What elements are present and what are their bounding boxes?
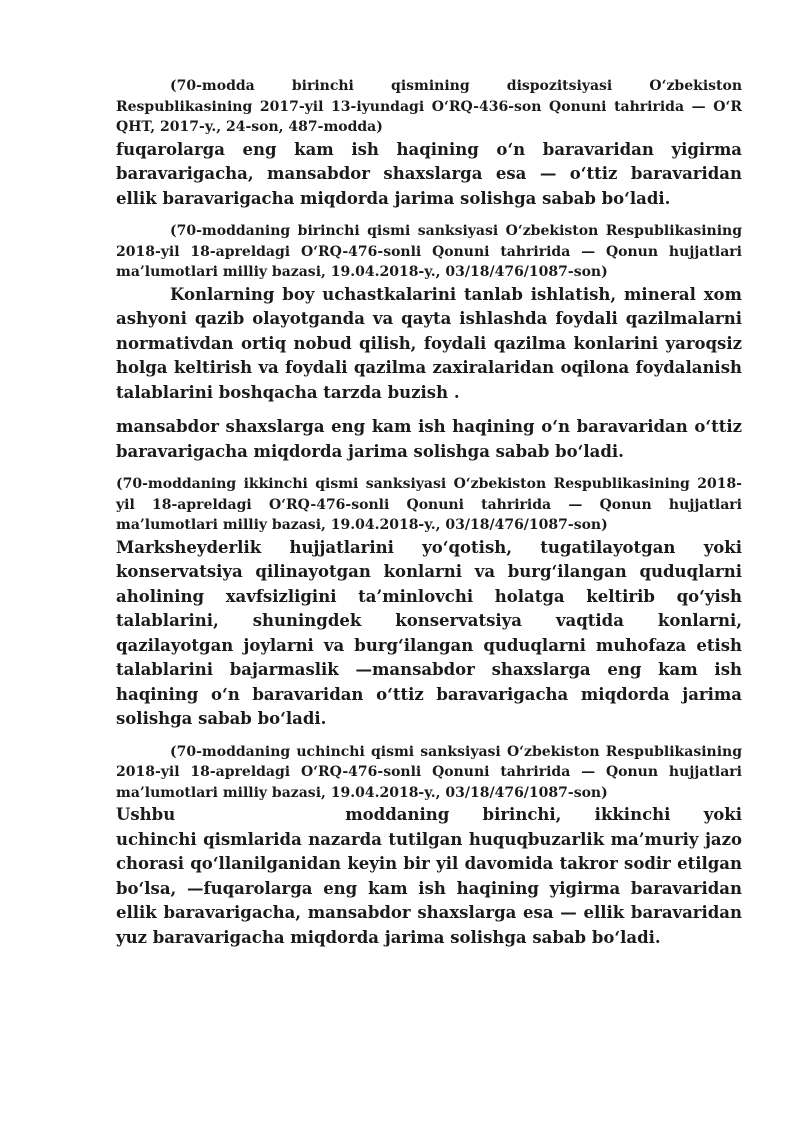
article-paragraph-part4 (116, 803, 742, 950)
paragraph-lead-word: Ushbu (116, 805, 176, 824)
article-paragraph-part2-disposition: Konlarning boy uchastkalarini tanlab ishlatish, mineral xom ashyoni qazib olayotganda va qayta ishlashda foydali qazilmalarni normativdan ortiq nobud qilish, foydali qazilma konlarini yaroqsiz holga keltirish va foydali qazilma zaxiralaridan oqilona foydalanish talablarini boshqacha tarzda buzish . (116, 284, 742, 402)
article-paragraph-part1-sanction: fuqarolarga eng kam ish haqining o‘n baravaridan yigirma baravarigacha, mansabdor shaxslarga esa — o‘ttiz baravaridan ellik baravarigacha miqdorda jarima solishga sabab bo‘ladi. (116, 139, 742, 208)
amendment-note-part2-sanction: (70-moddaning ikkinchi qismi sanksiyasi O‘zbekiston Respublikasining 2018-yil 18-apreldagi O‘RQ-476-sonli Qonuni tahririda — Qonun hujjatlari ma’lumotlari milliy bazasi, 19.04.2018-y., 03/18/476/1087-son) (116, 476, 742, 533)
document-page (116, 76, 742, 950)
paragraph-text: moddaning birinchi, ikkinchi yoki uchinchi qismlarida nazarda tutilgan huquqbuzarlik ma’muriy jazo chorasi qo‘llanilganidan keyin bir yil davomida takror sodir etilgan bo‘lsa, —fuqarolarga eng kam ish haqining yigirma baravaridan ellik baravarigacha, mansabdor shaxslarga esa — ellik baravaridan yuz baravarigacha miqdorda jarima solishga sabab bo‘ladi. (116, 805, 742, 947)
amendment-note-part3-sanction: (70-moddaning uchinchi qismi sanksiyasi O‘zbekiston Respublikasining 2018-yil 18-apreldagi O‘RQ-476-sonli Qonuni tahririda — Qonun hujjatlari ma’lumotlari milliy bazasi, 19.04.2018-y., 03/18/476/1087-son) (116, 743, 742, 801)
amendment-note-part1-sanction: (70-moddaning birinchi qismi sanksiyasi O‘zbekiston Respublikasining 2018-yil 18-apreldagi O‘RQ-476-sonli Qonuni tahririda — Qonun hujjatlari ma’lumotlari milliy bazasi, 19.04.2018-y., 03/18/476/1087-son) (116, 223, 742, 280)
article-paragraph-part2-sanction: mansabdor shaxslarga eng kam ish haqining o‘n baravaridan o‘ttiz baravarigacha miqdorda jarima solishga sabab bo‘ladi. (116, 417, 742, 461)
article-paragraph-part3: Marksheyderlik hujjatlarini yo‘qotish, tugatilayotgan yoki konservatsiya qilinayotgan konlarni va burg‘ilangan quduqlarni aholining xavfsizligini ta’minlovchi holatga keltirib qo‘yish talablarini, shuningdek konservatsiya vaqtida konlarni, qazilayotgan joylarni va burg‘ilangan quduqlarni muhofaza etish talablarini bajarmaslik —mansabdor shaxslarga eng kam ish haqining o‘n baravaridan o‘ttiz baravarigacha miqdorda jarima solishga sabab bo‘ladi. (116, 537, 742, 728)
amendment-note-part1-disposition: (70-modda birinchi qismining dispozitsiyasi O‘zbekiston Respublikasining 2017-yil 13-iyundagi O‘RQ-436-son Qonuni tahririda — O‘R QHT, 2017-y., 24-son, 487-modda) (116, 78, 742, 135)
